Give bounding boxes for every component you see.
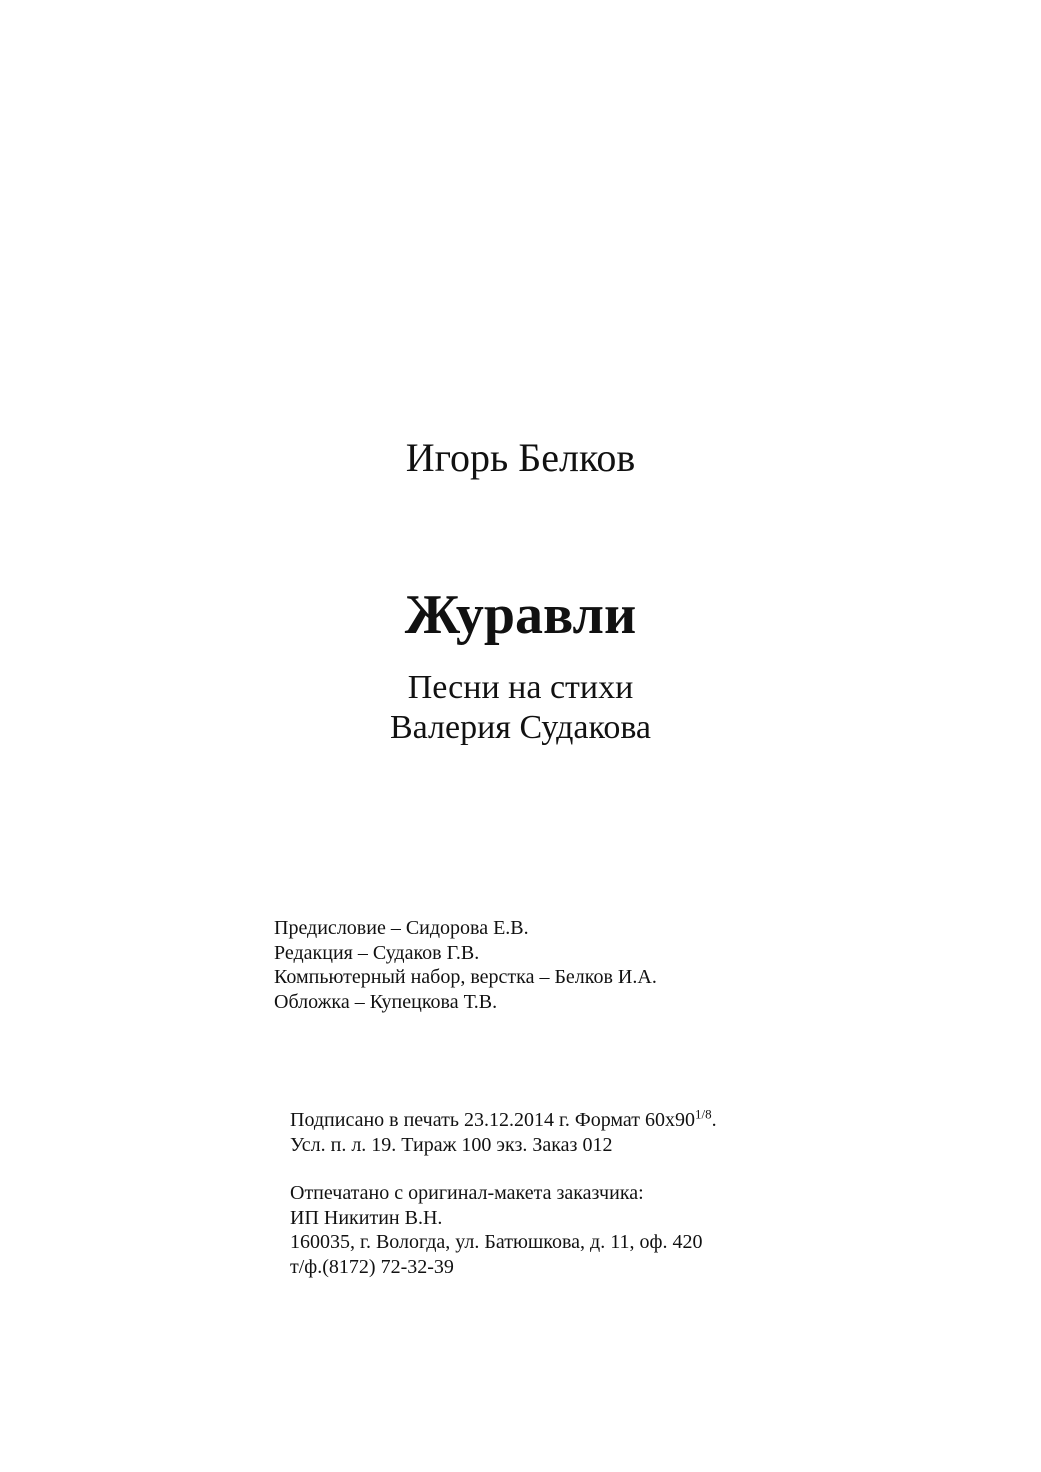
imprint-signed-suffix: . <box>711 1109 717 1131</box>
imprint-signed-line <box>290 1108 717 1133</box>
subtitle-line-2: Валерия Судакова <box>389 709 652 746</box>
imprint-printer-name: ИП Никитин В.Н. <box>290 1206 443 1229</box>
imprint-format-fraction: 1/8 <box>695 1106 712 1122</box>
book-title: Журавли <box>404 584 637 646</box>
credits-block <box>274 916 657 1014</box>
book-subtitle <box>0 668 1041 748</box>
credit-editor: Редакция – Судаков Г.В. <box>274 941 480 964</box>
imprint-printer-phone: т/ф.(8172) 72-32-39 <box>290 1255 454 1278</box>
imprint-printed-by-label: Отпечатано с оригинал-макета заказчика: <box>290 1182 644 1204</box>
imprint-spacer <box>290 1157 717 1181</box>
credit-cover: Обложка – Купецкова Т.В. <box>274 990 498 1013</box>
imprint-print-details: Усл. п. л. 19. Тираж 100 экз. Заказ 012 <box>290 1133 613 1156</box>
imprint-block <box>290 1108 717 1279</box>
credit-preface: Предисловие – Сидорова Е.В. <box>274 917 529 939</box>
credit-typesetting: Компьютерный набор, верстка – Белков И.А. <box>274 966 657 988</box>
subtitle-line-1: Песни на стихи <box>407 669 634 706</box>
author-name: Игорь Белков <box>405 435 636 480</box>
imprint-printer-address: 160035, г. Вологда, ул. Батюшкова, д. 11, оф. 420 <box>290 1231 703 1253</box>
imprint-signed-text: Подписано в печать 23.12.2014 г. Формат 60х90 <box>290 1109 696 1131</box>
